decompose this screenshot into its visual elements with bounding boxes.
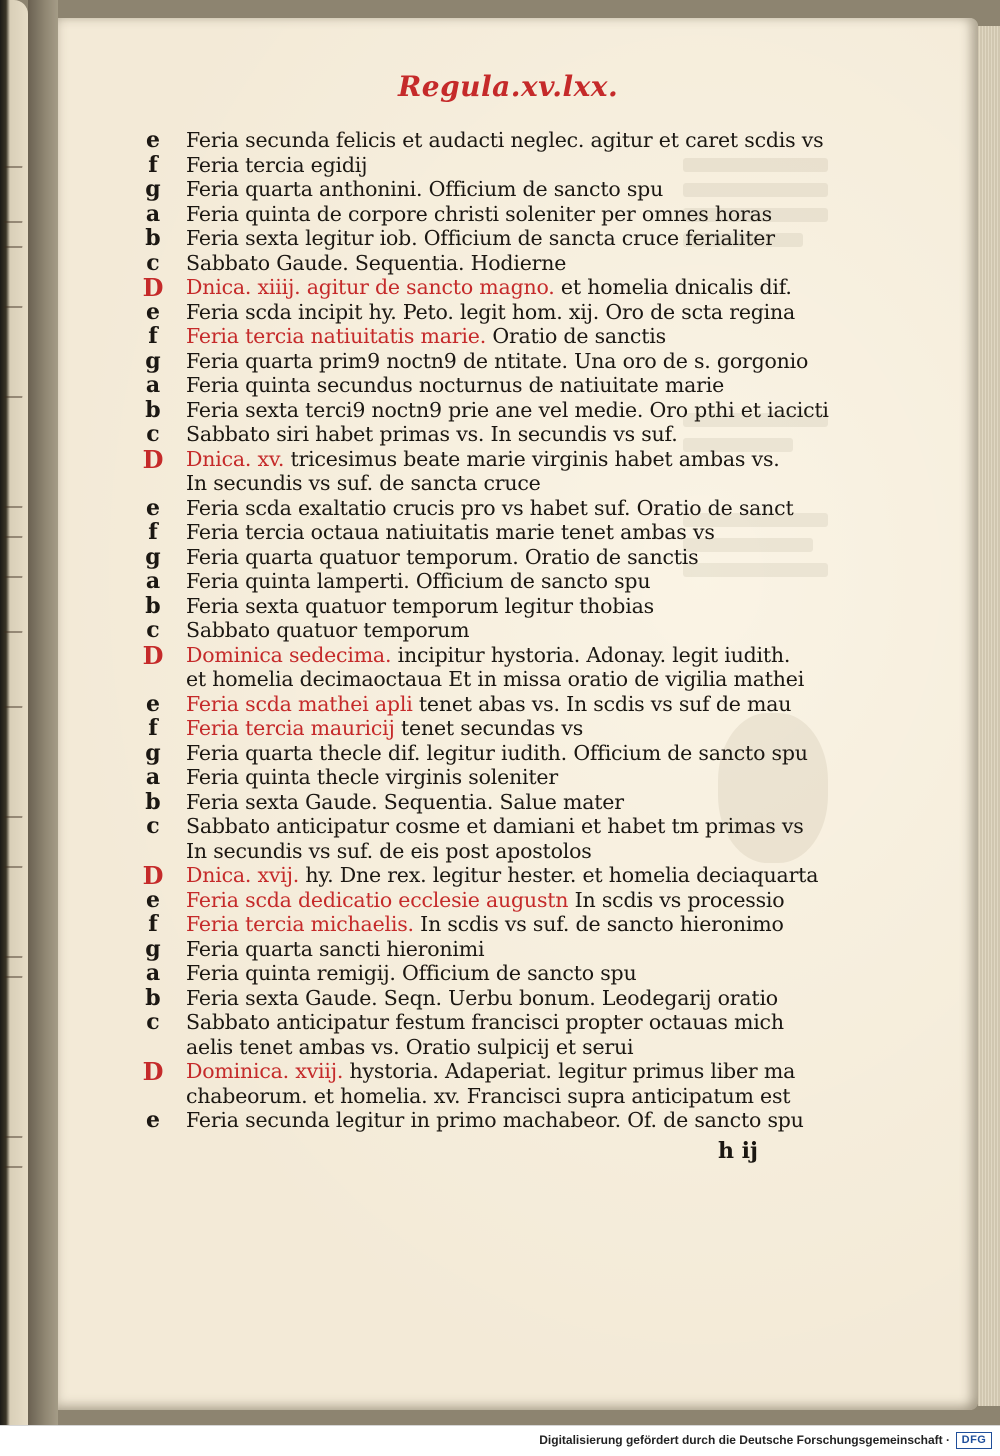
line-text: chabeorum. et homelia. xv. Francisci supra anticipatum est <box>186 1083 791 1108</box>
line-text: Sabbato anticipatur festum francisci propter octauas mich <box>186 1010 784 1034</box>
calendar-line <box>186 275 792 300</box>
dominical-letter: b <box>145 592 161 619</box>
calendar-row <box>58 1010 978 1035</box>
line-text: Feria sexta Gaude. Sequentia. Salue mater <box>186 789 624 814</box>
calendar-row <box>58 496 978 521</box>
calendar-row <box>58 839 978 864</box>
calendar-row <box>58 863 978 888</box>
calendar-row <box>58 275 978 300</box>
line-text: Feria scda exaltatio crucis pro vs habet suf. Oratio de sanct <box>186 495 794 520</box>
dominical-letter: a <box>145 960 161 986</box>
calendar-row <box>58 1084 978 1109</box>
calendar-line <box>186 422 786 447</box>
calendar-line <box>186 765 786 790</box>
calendar-line <box>186 986 786 1011</box>
rubric-text: Feria tercia natiuitatis marie. <box>186 324 487 348</box>
calendar-row <box>58 202 978 227</box>
dominical-letter: a <box>145 372 161 398</box>
rubric-text: Dnica. xiiij. agitur de sancto magno. <box>186 275 555 299</box>
calendar-line <box>186 1035 786 1060</box>
line-text: Feria quarta sancti hieronimi <box>186 936 485 961</box>
rubric-text: Feria tercia michaelis. <box>186 912 414 936</box>
calendar-line <box>186 912 786 937</box>
calendar-row <box>58 937 978 962</box>
rubric-text: Feria scda mathei apli <box>186 691 413 716</box>
calendar-line <box>186 790 786 815</box>
calendar-line <box>186 594 786 619</box>
calendar-row <box>58 226 978 251</box>
calendar-line <box>186 740 808 766</box>
line-text: Feria sexta legitur iob. Officium de sancta cruce ferialiter <box>186 226 775 250</box>
footer-credit: Digitalisierung gefördert durch die Deutsche Forschungsgemeinschaft · <box>539 1433 950 1447</box>
calendar-row <box>58 741 978 766</box>
dfg-logo: DFG <box>956 1432 992 1449</box>
dominical-letter: c <box>146 249 160 276</box>
calendar-line <box>186 495 794 521</box>
calendar-line <box>186 716 786 741</box>
page-stack-edge <box>978 26 1000 1406</box>
dominical-letter: D <box>142 273 164 302</box>
line-text: et homelia decimaoctaua Et in missa oratio de vigilia mathei <box>186 667 805 691</box>
dominical-letter: c <box>146 1009 160 1035</box>
rubric-text: Dnica. xv. <box>186 446 285 471</box>
book-gutter <box>28 0 58 1425</box>
calendar-row <box>58 398 978 423</box>
rubric-text: Dominica. xviij. <box>186 1059 344 1083</box>
calendar-line <box>186 691 792 717</box>
line-text: Feria quinta secundus nocturnus de natiuitate marie <box>186 373 725 397</box>
line-text: Sabbato Gaude. Sequentia. Hodierne <box>186 250 567 275</box>
dominical-letter: D <box>142 1057 164 1086</box>
calendar-row <box>58 667 978 692</box>
line-text: et homelia dnicalis dif. <box>554 275 792 299</box>
dominical-letter: g <box>145 543 161 570</box>
rubric-text: Feria tercia mauricij <box>186 716 395 740</box>
line-text: In secundis vs suf. de sancta cruce <box>186 471 541 495</box>
calendar-row <box>58 128 978 153</box>
dominical-letter: c <box>146 421 160 447</box>
line-text: In secundis vs suf. de eis post apostolos <box>186 838 592 863</box>
calendar-line <box>186 202 786 227</box>
line-text: aelis tenet ambas vs. Oratio sulpicij et serui <box>186 1034 634 1059</box>
calendar-row <box>58 1035 978 1060</box>
calendar-row <box>58 373 978 398</box>
calendar-line <box>186 471 786 496</box>
calendar-line <box>186 1108 804 1133</box>
line-text: Feria secunda legitur in primo machabeor. Of. de sancto spu <box>186 1108 804 1132</box>
dominical-letter: e <box>146 494 160 521</box>
folio-page <box>58 18 978 1410</box>
line-text: hystoria. Adaperiat. legitur primus liber ma <box>343 1059 796 1083</box>
calendar-row <box>58 1059 978 1084</box>
dominical-letter: e <box>146 690 160 717</box>
calendar-line <box>186 251 786 276</box>
facing-page-edge <box>0 0 28 1425</box>
calendar-line <box>186 618 786 643</box>
line-text: Feria quinta de corpore christi soleniter per omnes horas <box>186 201 772 226</box>
calendar-row <box>58 986 978 1011</box>
calendar-line <box>186 667 805 692</box>
dominical-letter: e <box>146 298 160 325</box>
line-text: Feria sexta terci9 noctn9 prie ane vel medie. Oro pthi et iacicti <box>186 397 829 422</box>
calendar-row <box>58 177 978 202</box>
line-text: Sabbato quatuor temporum <box>186 618 470 642</box>
line-text: incipitur hystoria. Adonay. legit iudith. <box>391 642 791 667</box>
calendar-row <box>58 569 978 594</box>
calendar-line <box>186 226 786 251</box>
line-text: Oratio de sanctis <box>486 324 666 348</box>
dominical-letter: c <box>146 617 160 643</box>
line-text: Feria quinta lamperti. Officium de sancto spu <box>186 569 651 593</box>
calendar-line <box>186 814 804 839</box>
line-text: Sabbato anticipatur cosme et damiani et habet tm primas vs <box>186 814 804 838</box>
calendar-row <box>58 888 978 913</box>
calendar-row <box>58 1108 978 1133</box>
calendar-row <box>58 640 978 670</box>
dominical-letter: g <box>145 739 161 766</box>
calendar-line <box>186 937 786 962</box>
calendar-row <box>58 300 978 325</box>
dominical-letter: a <box>145 568 161 594</box>
footer-bar <box>0 1425 1000 1456</box>
dominical-letter: b <box>145 788 161 815</box>
calendar-row <box>58 471 978 496</box>
calendar-row <box>58 618 978 643</box>
dominical-letter: D <box>142 640 164 670</box>
dominical-letter: a <box>145 764 161 790</box>
calendar-row <box>58 765 978 790</box>
calendar-line <box>186 1059 796 1084</box>
line-text: Feria quarta quatuor temporum. Oratio de sanctis <box>186 544 699 569</box>
calendar-row <box>58 545 978 570</box>
calendar-line <box>186 299 796 325</box>
calendar-line <box>186 447 786 472</box>
dominical-letter: D <box>142 861 164 890</box>
line-text: Feria sexta Gaude. Seqn. Uerbu bonum. Leodegarij oratio <box>186 985 778 1010</box>
calendar-row <box>58 422 978 447</box>
dominical-letter: b <box>145 984 161 1011</box>
calendar-row <box>58 520 978 545</box>
calendar-line <box>186 863 819 888</box>
dominical-letter: D <box>142 444 164 474</box>
line-text: tricesimus beate marie virginis habet ambas vs. <box>284 446 780 471</box>
calendar-line <box>186 177 786 202</box>
line-text: In scdis vs suf. de sancto hieronimo <box>413 912 784 936</box>
dominical-letter: e <box>146 127 160 153</box>
dominical-letter: f <box>148 151 158 178</box>
calendar-line <box>186 888 786 913</box>
line-text: Feria quarta anthonini. Officium de sancto spu <box>186 177 664 201</box>
calendar-line <box>186 397 829 423</box>
calendar-line <box>186 128 824 153</box>
dominical-letter: f <box>148 911 158 937</box>
dominical-letter: f <box>148 323 158 349</box>
line-text: Sabbato siri habet primas vs. In secundis vs suf. <box>186 422 678 446</box>
dominical-letter: f <box>148 519 158 545</box>
calendar-row <box>58 912 978 937</box>
line-text: Feria secunda felicis et audacti neglec. agitur et caret scdis vs <box>186 128 824 152</box>
line-text: Feria tercia egidij <box>186 152 368 177</box>
dominical-letter: f <box>148 715 158 741</box>
rubric-text: Feria scda dedicatio ecclesie augustn <box>186 887 569 912</box>
calendar-row <box>58 814 978 839</box>
calendar-line <box>186 569 786 594</box>
dominical-letter: g <box>145 176 161 202</box>
calendar-line <box>186 153 786 178</box>
dominical-letter: c <box>146 813 160 839</box>
line-text: hy. Dne rex. legitur hester. et homelia deciaquarta <box>299 863 819 887</box>
rubric-text: Dominica sedecima. <box>186 642 392 667</box>
calendar-line <box>186 1010 786 1035</box>
rubric-text: Dnica. xvij. <box>186 863 300 887</box>
dominical-letter: g <box>145 935 161 962</box>
line-text: tenet secundas vs <box>394 716 584 740</box>
calendar-row <box>58 594 978 619</box>
calendar-row <box>58 349 978 374</box>
calendar-row <box>58 444 978 474</box>
calendar-line <box>186 839 786 864</box>
calendar-row <box>58 692 978 717</box>
calendar-line <box>186 642 791 668</box>
calendar-line <box>186 324 786 349</box>
calendar-line <box>186 520 786 545</box>
dominical-letter: e <box>146 1107 160 1133</box>
calendar-line <box>186 373 786 398</box>
calendar-row <box>58 961 978 986</box>
line-text: Feria tercia octaua natiuitatis marie tenet ambas vs <box>186 520 715 544</box>
line-text: Feria quinta remigij. Officium de sancto spu <box>186 961 637 985</box>
calendar-line <box>186 961 786 986</box>
calendar-line <box>186 1083 791 1109</box>
calendar-row <box>58 716 978 741</box>
calendar-row <box>58 251 978 276</box>
dominical-letter: e <box>146 886 160 913</box>
dominical-letter: g <box>145 347 161 374</box>
line-text: Feria sexta quatuor temporum legitur thobias <box>186 593 654 618</box>
calendar-row <box>58 790 978 815</box>
dominical-letter: b <box>145 396 161 423</box>
calendar-line <box>186 348 809 374</box>
calendar-row <box>58 324 978 349</box>
running-header: Regula.xv.lxx. <box>398 70 619 103</box>
dominical-letter: a <box>145 200 161 227</box>
calendar-line <box>186 545 786 570</box>
line-text: Feria quinta thecle virginis soleniter <box>186 765 558 789</box>
line-text: In scdis vs processio <box>568 887 785 912</box>
signature-mark: h ij <box>718 1138 758 1164</box>
line-text: Feria quarta thecle dif. legitur iudith. Officium de sancto spu <box>186 740 808 765</box>
line-text: Feria scda incipit hy. Peto. legit hom. xij. Oro de scta regina <box>186 299 796 324</box>
dominical-letter: b <box>145 225 161 251</box>
line-text: tenet abas vs. In scdis vs suf de mau <box>412 691 792 716</box>
line-text: Feria quarta prim9 noctn9 de ntitate. Una oro de s. gorgonio <box>186 348 809 373</box>
calendar-row <box>58 153 978 178</box>
